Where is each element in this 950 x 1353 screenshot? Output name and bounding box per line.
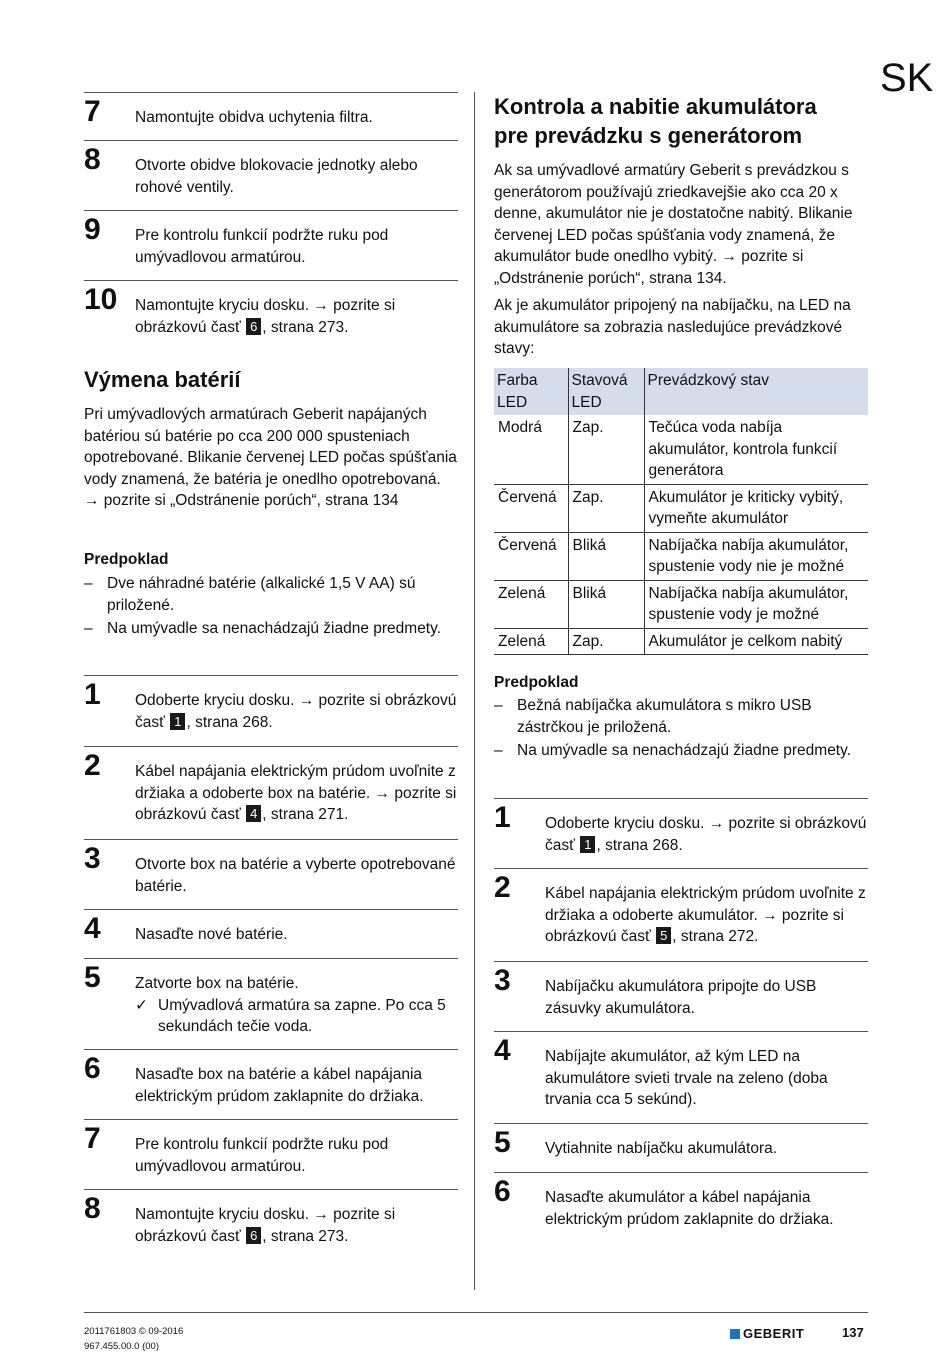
result-line: ✓ Umývadlová armatúra sa zapne. Po cca 5 sekundách tečie voda.: [135, 996, 446, 1035]
figure-badge: 1: [580, 836, 595, 853]
step-item: [84, 92, 458, 141]
step-text: Nasaďte box na batérie a kábel napájania elektrickým prúdom zaklapnite do držiaka.: [135, 1066, 424, 1105]
table-header: Prevádzkový stav: [644, 368, 868, 415]
step-number: 7: [84, 1122, 101, 1155]
step-number: 4: [494, 1034, 511, 1067]
check-icon: ✓: [135, 996, 148, 1014]
step-number: 3: [494, 964, 511, 997]
step-item: [84, 675, 458, 747]
figure-badge: 4: [246, 805, 261, 822]
step-text: Vytiahnite nabíjačku akumulátora.: [545, 1140, 778, 1157]
step-text: Odoberte kryciu dosku. → pozrite si obrázkovú časť 1 , strana 268.: [135, 692, 457, 731]
step-text: Nasaďte akumulátor a kábel napájania elektrickým prúdom zaklapnite do držiaka.: [545, 1189, 834, 1228]
step-text: Nabíjajte akumulátor, až kým LED na akumulátore svieti trvale na zeleno (doba trvania cca 5 sekúnd).: [545, 1048, 828, 1108]
prereq-title: Predpoklad: [84, 551, 169, 568]
step-text: Otvorte obidve blokovacie jednotky alebo rohové ventily.: [135, 157, 418, 196]
figure-badge: 6: [246, 318, 261, 335]
section-title-batteries: Výmena batérií: [84, 367, 241, 392]
step-number: 6: [84, 1052, 101, 1085]
step-item: [494, 1031, 868, 1124]
step-item: [494, 1123, 868, 1173]
table-row: Zelená Zap. Akumulátor je celkom nabitý: [494, 628, 868, 655]
language-tag: SK: [880, 56, 934, 100]
step-item: [494, 798, 868, 869]
step-item: [494, 868, 868, 962]
column-divider: [474, 92, 475, 1290]
step-item: [494, 961, 868, 1032]
accumulator-intro-2: Ak je akumulátor pripojený na nabíjačku, na LED na akumulátore sa zobrazia nasledujúce prevádzkové stavy:: [494, 297, 851, 357]
prereq-list: [494, 695, 864, 764]
step-number: 8: [84, 1192, 101, 1225]
step-item: [84, 210, 458, 281]
step-number: 4: [84, 912, 101, 945]
step-text: Odoberte kryciu dosku. → pozrite si obrázkovú časť 1 , strana 268.: [545, 815, 867, 854]
step-text: Pre kontrolu funkcií podržte ruku pod umývadlovou armatúrou.: [135, 227, 389, 266]
document-id: 2011761803 © 09-2016: [84, 1326, 184, 1337]
step-item: [84, 1119, 458, 1190]
footer-divider: [84, 1312, 868, 1313]
step-text: Namontujte obidva uchytenia filtra.: [135, 109, 373, 126]
step-number: 6: [494, 1175, 511, 1208]
table-header: Stavová LED: [568, 368, 644, 415]
table-header: Farba LED: [494, 368, 568, 415]
led-status-table: [494, 368, 868, 655]
step-number: 9: [84, 213, 101, 246]
step-item: [84, 140, 458, 211]
step-text: Otvorte box na batérie a vyberte opotrebované batérie.: [135, 856, 456, 895]
step-number: 2: [84, 749, 101, 782]
step-text: Kábel napájania elektrickým prúdom uvoľnite z držiaka a odoberte akumulátor. → pozrite si obrázkovú časť 5 , strana 272.: [545, 885, 866, 945]
step-item: [84, 909, 458, 959]
table-row: Červená Bliká Nabíjačka nabíja akumulátor, spustenie vody nie je možné: [494, 532, 868, 580]
step-item: [84, 958, 458, 1050]
step-item: [84, 839, 458, 910]
step-number: 5: [494, 1126, 511, 1159]
accumulator-intro: Ak sa umývadlové armatúry Geberit s prevádzkou s generátorom používajú zriedkavejšie ako cca 20 x denne, akumulátor nie je dostatočne nabitý. Blikanie červenej LED počas spúšťania vody znamená, že akumulátor bude onedlho vybitý. → pozrite si „Odstránenie porúch“, strana 134.: [494, 162, 853, 287]
step-number: 2: [494, 871, 511, 904]
step-text: Pre kontrolu funkcií podržte ruku pod umývadlovou armatúrou.: [135, 1136, 389, 1175]
step-item: [84, 1049, 458, 1120]
prereq-list: [84, 573, 454, 642]
step-text: Zatvorte box na batérie. ✓ Umývadlová armatúra sa zapne. Po cca 5 sekundách tečie voda.: [135, 973, 465, 1038]
brand-logo: GEBERIT: [730, 1326, 804, 1341]
step-number: 1: [494, 801, 511, 834]
step-text: Nasaďte nové batérie.: [135, 926, 288, 943]
step-text: Kábel napájania elektrickým prúdom uvoľnite z držiaka a odoberte box na batérie. → pozrite si obrázkovú časť 4 , strana 271.: [135, 763, 457, 823]
step-number: 10: [84, 283, 118, 316]
table-row: Červená Zap. Akumulátor je kriticky vybitý, vymeňte akumulátor: [494, 484, 868, 532]
page-number: 137: [842, 1325, 864, 1340]
figure-badge: 6: [246, 1227, 261, 1244]
list-item: – Bežná nabíjačka akumulátora s mikro USB zástrčkou je priložená.: [494, 695, 864, 738]
logo-square-icon: [730, 1329, 740, 1339]
prereq-title: Predpoklad: [494, 674, 579, 691]
section-title-accumulator: Kontrola a nabitie akumulátora pre prevádzku s generátorom: [494, 94, 817, 148]
step-text: Namontujte kryciu dosku. → pozrite si obrázkovú časť 6 , strana 273.: [135, 297, 396, 336]
list-item: – Dve náhradné batérie (alkalické 1,5 V AA) sú priložené.: [84, 573, 454, 616]
step-number: 8: [84, 143, 101, 176]
table-row: Modrá Zap. Tečúca voda nabíja akumulátor, kontrola funkcií generátora: [494, 415, 868, 484]
step-item: [84, 746, 458, 840]
step-item: [84, 280, 458, 351]
step-text: Namontujte kryciu dosku. → pozrite si obrázkovú časť 6 , strana 273.: [135, 1206, 396, 1245]
step-item: [494, 1172, 868, 1243]
step-item: [84, 1189, 458, 1260]
step-number: 1: [84, 678, 101, 711]
figure-badge: 5: [656, 927, 671, 944]
document-code: 967.455.00.0 (00): [84, 1341, 160, 1352]
step-number: 7: [84, 95, 101, 128]
figure-badge: 1: [170, 713, 185, 730]
batteries-intro: Pri umývadlových armatúrach Geberit napájaných batériou sú batérie po cca 200 000 spusteniach opotrebované. Blikanie červenej LED počas spúšťania vody znamená, že batéria je onedlho opotrebovaná. → pozrite si „Odstránenie porúch“, strana 134: [84, 406, 457, 509]
step-number: 3: [84, 842, 101, 875]
step-number: 5: [84, 961, 101, 994]
step-text: Nabíjačku akumulátora pripojte do USB zásuvky akumulátora.: [545, 978, 817, 1017]
table-row: Zelená Bliká Nabíjačka nabíja akumulátor, spustenie vody je možné: [494, 580, 868, 628]
list-item: – Na umývadle sa nenachádzajú žiadne predmety.: [494, 740, 864, 762]
list-item: – Na umývadle sa nenachádzajú žiadne predmety.: [84, 618, 454, 640]
